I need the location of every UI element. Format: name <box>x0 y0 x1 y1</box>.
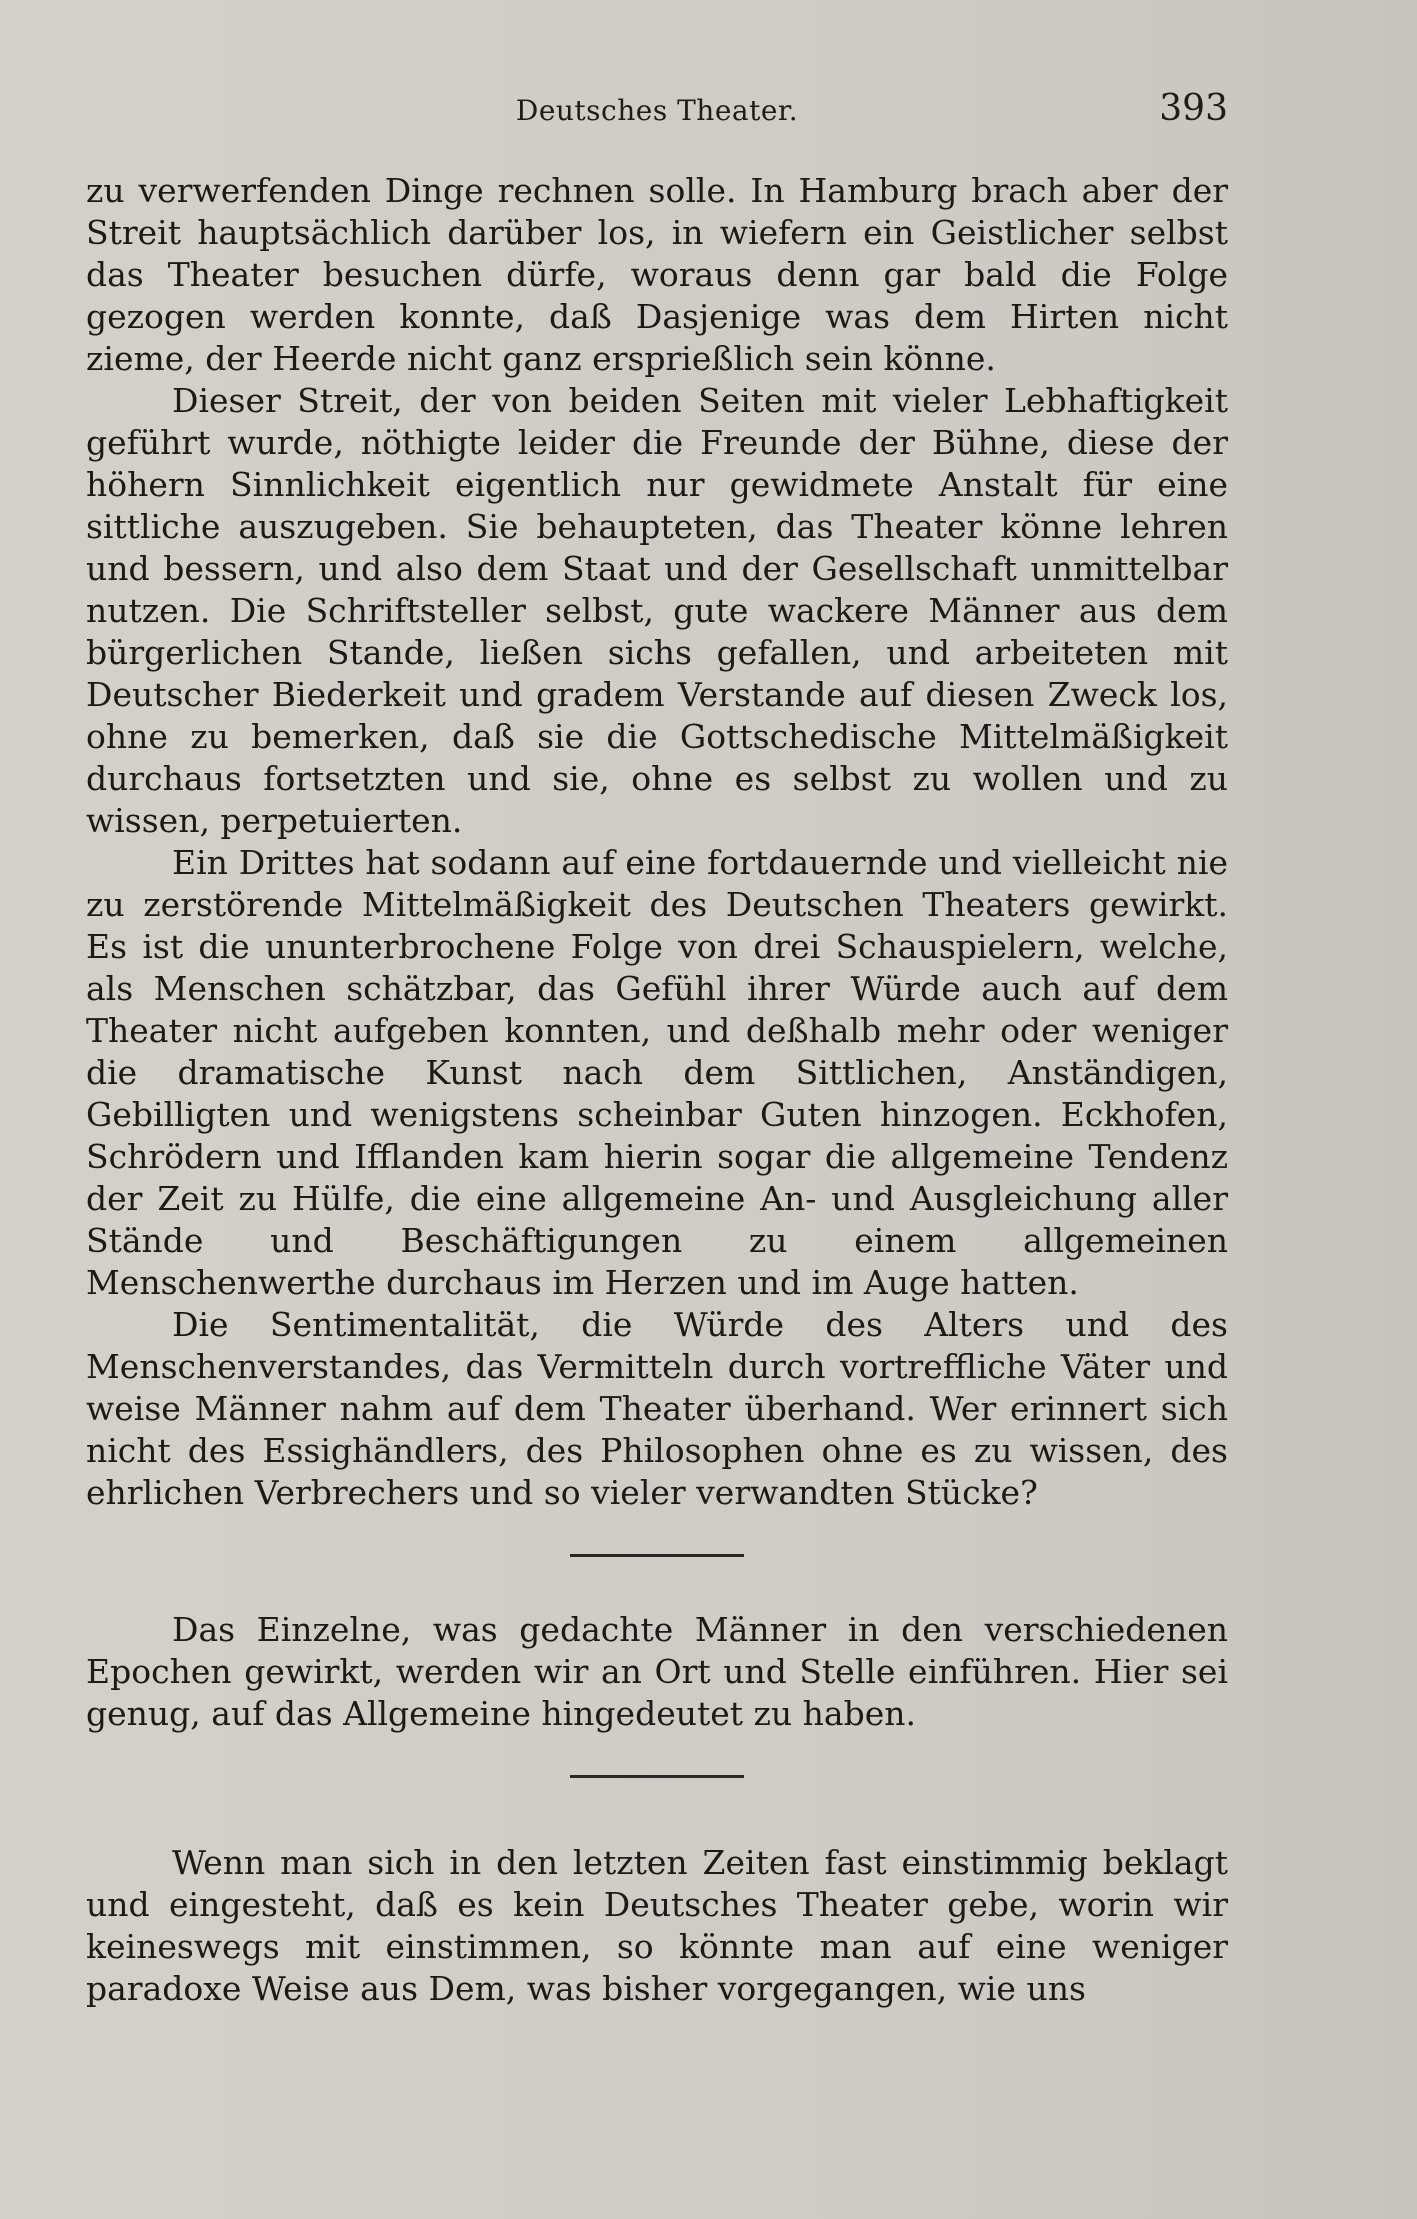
section-divider <box>570 1775 744 1778</box>
paragraph-drittes: Ein Drittes hat sodann auf eine fortdauernde und vielleicht nie zu zerstörende Mittelmäßigkeit des Deutschen Theaters gewirkt. Es ist die ununterbrochene Folge von drei Schauspielern, welche, als Menschen schätzbar, das Gefühl ihrer Würde auch auf dem Theater nicht aufgeben konnten, und deßhalb mehr oder weniger die dramatische Kunst nach dem Sittlichen, Anständigen, Gebilligten und wenigstens scheinbar Guten hinzogen. Eckhofen, Schrödern und Ifflanden kam hierin sogar die allgemeine Tendenz der Zeit zu Hülfe, die eine allgemeine An- und Ausgleichung aller Stände und Beschäftigungen zu einem allgemeinen Menschenwerthe durchaus im Herzen und im Auge hatten. <box>86 843 1228 1302</box>
page-number: 393 <box>1159 88 1228 129</box>
section-divider <box>570 1554 744 1557</box>
body-text <box>86 170 1228 2010</box>
paragraph-wenn-man: Wenn man sich in den letzten Zeiten fast einstimmig beklagt und eingesteht, daß es kein Deutsches Theater gebe, worin wir keineswegs mit einstimmen, so könnte man auf eine weniger paradoxe Weise aus Dem, was bisher vorgegangen, wie uns <box>86 1843 1228 2008</box>
paragraph-continuation: zu verwerfenden Dinge rechnen solle. In Hamburg brach aber der Streit hauptsächlich darüber los, in wiefern ein Geistlicher selbst das Theater besuchen dürfe, woraus denn gar bald die Folge gezogen werden konnte, daß Dasjenige was dem Hirten nicht zieme, der Heerde nicht ganz ersprießlich sein könne. <box>86 171 1228 378</box>
paragraph-streit: Dieser Streit, der von beiden Seiten mit vieler Lebhaftigkeit geführt wurde, nöthigte leider die Freunde der Bühne, diese der höhern Sinnlichkeit eigentlich nur gewidmete Anstalt für eine sittliche auszugeben. Sie behaupteten, das Theater könne lehren und bessern, und also dem Staat und der Gesellschaft unmittelbar nutzen. Die Schriftsteller selbst, gute wackere Männer aus dem bürgerlichen Stande, ließen sichs gefallen, und arbeiteten mit Deutscher Biederkeit und gradem Verstande auf diesen Zweck los, ohne zu bemerken, daß sie die Gottschedische Mittelmäßigkeit durchaus fortsetzten und sie, ohne es selbst zu wollen und zu wissen, perpetuierten. <box>86 381 1228 840</box>
paragraph-sentimentalitaet: Die Sentimentalität, die Würde des Alters und des Menschenverstandes, das Vermitteln durch vortreffliche Väter und weise Männer nahm auf dem Theater überhand. Wer erinnert sich nicht des Essighändlers, des Philosophen ohne es zu wissen, des ehrlichen Verbrechers und so vieler verwandten Stücke? <box>86 1305 1228 1512</box>
running-title: Deutsches Theater. <box>515 94 799 127</box>
page-header <box>86 88 1228 138</box>
paragraph-einzelne: Das Einzelne, was gedachte Männer in den verschiedenen Epochen gewirkt, werden wir an Ort und Stelle einführen. Hier sei genug, auf das Allgemeine hingedeutet zu haben. <box>86 1610 1228 1733</box>
